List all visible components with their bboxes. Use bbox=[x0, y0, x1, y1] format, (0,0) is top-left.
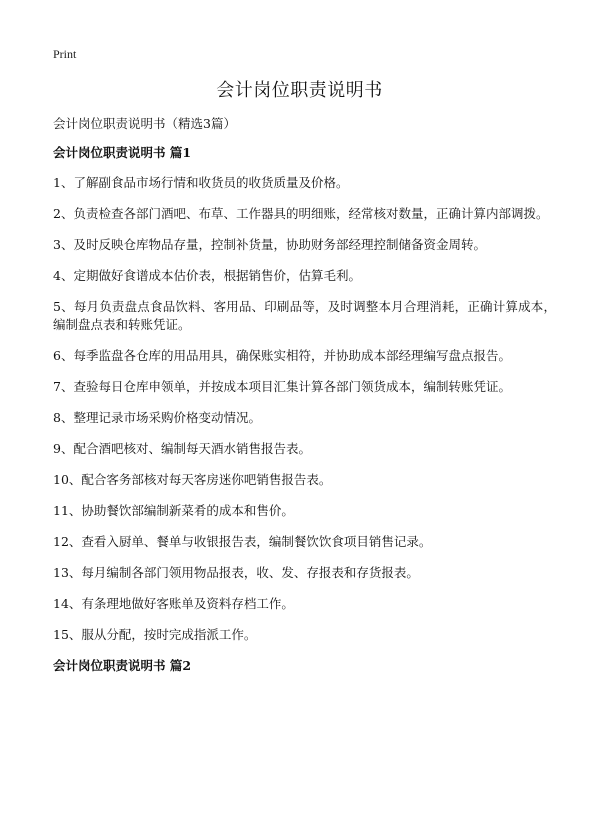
list-item: 8、整理记录市场采购价格变动情况。 bbox=[53, 410, 261, 425]
list-item: 14、有条理地做好客账单及资料存档工作。 bbox=[53, 596, 294, 611]
list-item: 7、查验每日仓库申领单，并按成本项目汇集计算各部门领货成本，编制转账凭证。 bbox=[53, 379, 511, 394]
document-subtitle: 会计岗位职责说明书（精选3篇） bbox=[53, 116, 236, 131]
list-item: 2、负责检查各部门酒吧、布草、工作器具的明细账，经常核对数量，正确计算内部调拨。 bbox=[53, 206, 549, 221]
section-heading-2: 会计岗位职责说明书 篇2 bbox=[53, 658, 192, 673]
list-item: 13、每月编制各部门领用物品报表，收、发、存报表和存货报表。 bbox=[53, 565, 419, 580]
list-item: 10、配合客务部核对每天客房迷你吧销售报告表。 bbox=[53, 472, 332, 487]
section-heading-1: 会计岗位职责说明书 篇1 bbox=[53, 145, 192, 160]
list-item: 1、了解副食品市场行情和收货员的收货质量及价格。 bbox=[53, 175, 349, 190]
list-item: 12、查看入厨单、餐单与收银报告表，编制餐饮饮食项目销售记录。 bbox=[53, 534, 432, 549]
list-item: 6、每季监盘各仓库的用品用具，确保账实相符，并协助成本部经理编写盘点报告。 bbox=[53, 348, 511, 363]
document-title: 会计岗位职责说明书 bbox=[216, 80, 383, 101]
list-item: 11、协助餐饮部编制新菜肴的成本和售价。 bbox=[53, 503, 294, 518]
list-item: 3、及时反映仓库物品存量，控制补货量，协助财务部经理控制储备资金周转。 bbox=[53, 237, 486, 252]
list-item: 15、服从分配，按时完成指派工作。 bbox=[53, 627, 257, 642]
list-item: 9、配合酒吧核对、编制每天酒水销售报告表。 bbox=[53, 441, 311, 456]
list-item: 4、定期做好食谱成本估价表，根据销售价，估算毛利。 bbox=[53, 268, 361, 283]
print-label: Print bbox=[53, 47, 77, 61]
list-item: 5、每月负责盘点食品饮料、客用品、印刷品等，及时调整本月合理消耗，正确计算成本，编制盘点表和转账凭证。 bbox=[53, 299, 556, 332]
